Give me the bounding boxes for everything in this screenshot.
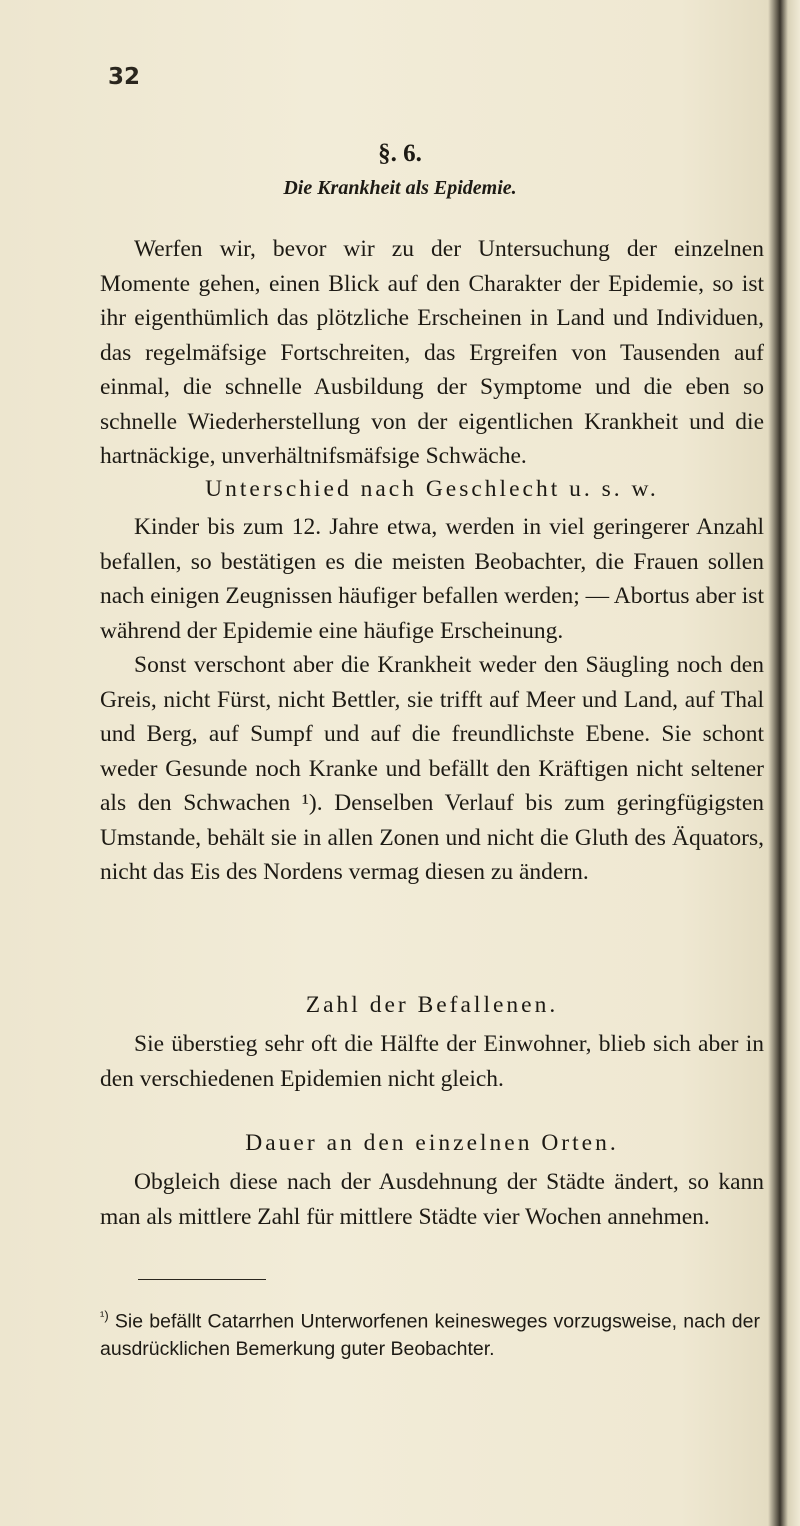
subsection-heading-dauer: Dauer an den einzelnen Orten. [245,1130,619,1156]
subsection-body-dauer [100,1165,764,1234]
subsection-heading-zahl: Zahl der Befallenen. [305,992,559,1018]
footnote-text: Sie befällt Catarrhen Unterworfenen keinesweges vorzugsweise, nach der ausdrücklichen Bemerkung guter Beobachter. [100,1310,760,1360]
paragraph: Kinder bis zum 12. Jahre etwa, werden in viel geringerer Anzahl befallen, so bestätigen es die meisten Beobachter, die Frauen sollen nach einigen Zeugnissen häufiger befallen werden; — Abortus aber ist während der Epidemie eine häufige Erscheinung. [100,514,764,644]
paragraph: Obgleich diese nach der Ausdehnung der Städte ändert, so kann man als mittlere Zahl für mittlere Städte vier Wochen annehmen. [100,1169,764,1230]
paragraph: Sie überstieg sehr oft die Hälfte der Einwohner, blieb sich aber in den verschiedenen Epidemien nicht gleich. [100,1031,764,1092]
subsection-heading-geschlecht: Unterschied nach Geschlecht u. s. w. [205,476,659,502]
section-number: §. 6. [378,140,422,167]
page-number: 32 [108,64,141,90]
footnote-marker: ¹) [100,1308,109,1323]
subsection-body-geschlecht [100,510,764,890]
footnote [100,1302,760,1363]
intro-paragraph-block [100,232,764,474]
intro-paragraph: Werfen wir, bevor wir zu der Untersuchung der einzelnen Momente gehen, einen Blick auf den Charakter der Epidemie, so ist ihr eigenthümlich das plötzliche Erscheinen in Land und Individuen, das regelmäfsige Fortschreiten, das Ergreifen von Tausenden auf einmal, die schnelle Ausbildung der Symptome und die eben so schnelle Wiederherstellung von der eigentlichen Krankheit und die hartnäckige, unverhältnifsmäfsige Schwäche. [100,236,764,469]
section-title: Die Krankheit als Epidemie. [283,177,517,199]
subsection-body-zahl [100,1027,764,1096]
paragraph: Sonst verschont aber die Krankheit weder den Säugling noch den Greis, nicht Fürst, nicht Bettler, sie trifft auf Meer und Land, auf Thal und Berg, auf Sumpf und auf die freundlichste Ebene. Sie schont weder Gesunde noch Kranke und befällt den Kräftigen nicht seltener als den Schwachen ¹). Denselben Verlauf bis zum geringfügigsten Umstande, behält sie in allen Zonen und nicht die Gluth des Äquators, nicht das Eis des Nordens vermag diesen zu ändern. [100,652,764,885]
footnote-divider [138,1279,266,1280]
